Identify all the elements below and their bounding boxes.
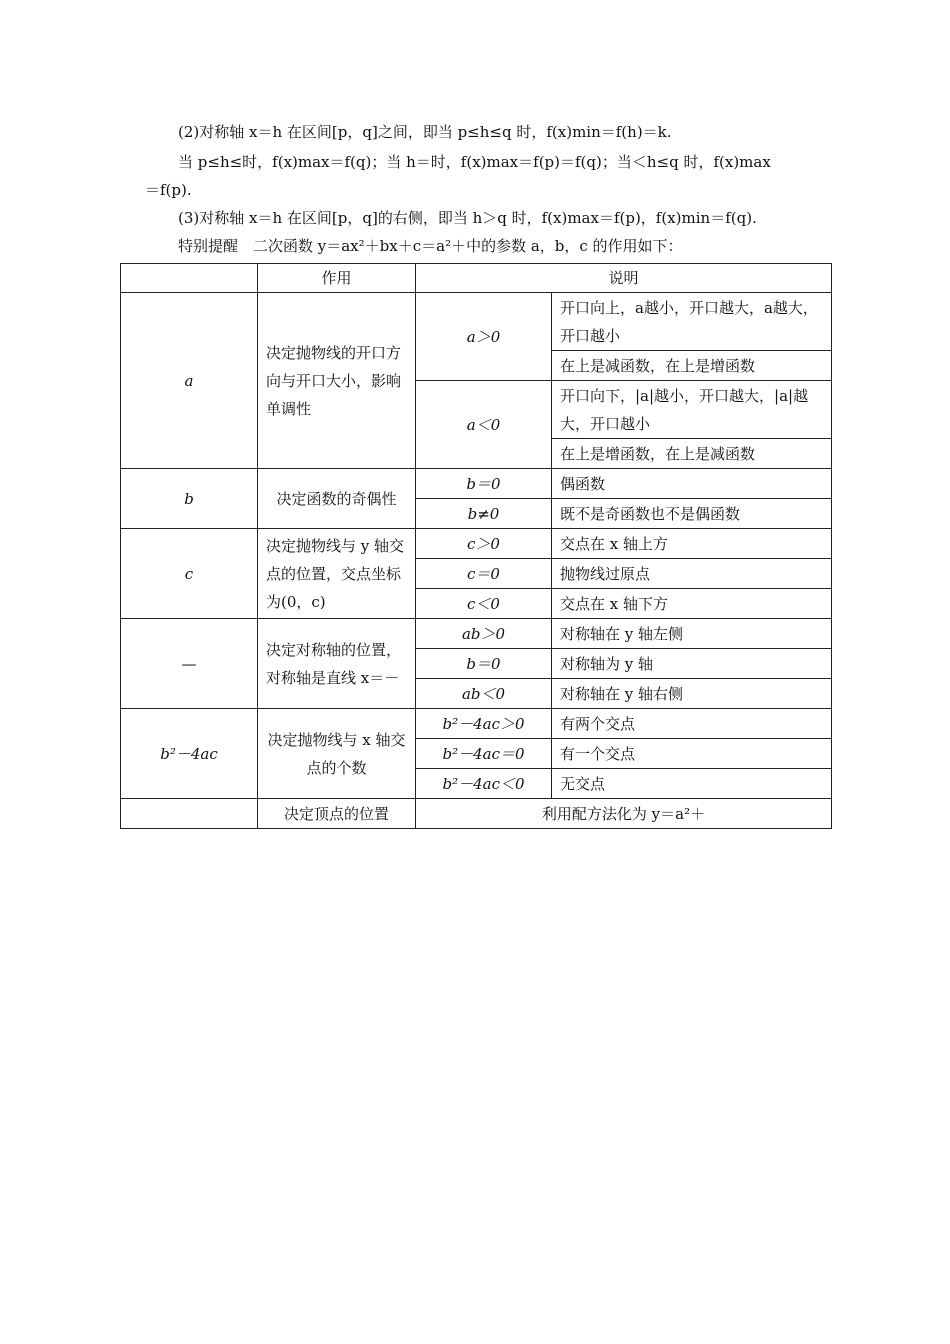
description-cell: 无交点 xyxy=(552,769,832,799)
condition-cell: b²－4ac＞0 xyxy=(416,709,552,739)
paragraph-case-2-detail-end: ＝f(p). xyxy=(145,181,192,199)
condition-cell: b＝0 xyxy=(416,649,552,679)
table-header-row xyxy=(121,264,832,293)
paragraph-case-2: (2)对称轴 x＝h 在区间[p，q]之间，即当 p≤h≤q 时，f(x)min＝f(h)＝k. xyxy=(178,123,672,141)
paragraph-case-2-detail: 当 p≤h≤时，f(x)max＝f(q)；当 h＝时，f(x)max＝f(p)＝f(q)；当＜h≤q 时，f(x)max xyxy=(178,153,771,171)
table-row xyxy=(121,529,832,559)
condition-cell: a＜0 xyxy=(416,381,552,469)
description-cell: 既不是奇函数也不是偶函数 xyxy=(552,499,832,529)
paragraph-special-note: 特别提醒 二次函数 y＝ax²＋bx＋c＝a²＋中的参数 a，b，c 的作用如下： xyxy=(178,237,683,255)
role-cell: 决定抛物线与 y 轴交点的位置，交点坐标为(0，c) xyxy=(258,529,416,619)
table-row xyxy=(121,469,832,499)
condition-cell: b≠0 xyxy=(416,499,552,529)
param-cell: a xyxy=(121,293,258,469)
table-row xyxy=(121,709,832,739)
role-cell: 决定抛物线的开口方向与开口大小，影响单调性 xyxy=(258,293,416,469)
description-cell: 开口向上，a越小，开口越大，a越大，开口越小 xyxy=(552,293,832,351)
header-description: 说明 xyxy=(416,264,832,293)
table-row xyxy=(121,619,832,649)
condition-cell: a＞0 xyxy=(416,293,552,381)
condition-cell: c＜0 xyxy=(416,589,552,619)
description-cell: 交点在 x 轴下方 xyxy=(552,589,832,619)
role-cell: 决定顶点的位置 xyxy=(258,799,416,829)
condition-cell: b²－4ac＝0 xyxy=(416,739,552,769)
description-cell: 利用配方法化为 y＝a²＋ xyxy=(416,799,832,829)
description-cell: 偶函数 xyxy=(552,469,832,499)
table-row xyxy=(121,799,832,829)
header-role: 作用 xyxy=(258,264,416,293)
role-cell: 决定抛物线与 x 轴交点的个数 xyxy=(258,709,416,799)
condition-cell: ab＞0 xyxy=(416,619,552,649)
description-cell: 对称轴为 y 轴 xyxy=(552,649,832,679)
description-cell: 抛物线过原点 xyxy=(552,559,832,589)
condition-cell: ab＜0 xyxy=(416,679,552,709)
description-cell: 交点在 x 轴上方 xyxy=(552,529,832,559)
param-cell: c xyxy=(121,529,258,619)
paragraph-case-3: (3)对称轴 x＝h 在区间[p，q]的右侧，即当 h＞q 时，f(x)max＝f(p)，f(x)min＝f(q). xyxy=(178,209,757,227)
description-cell: 有一个交点 xyxy=(552,739,832,769)
condition-cell: c＞0 xyxy=(416,529,552,559)
role-cell: 决定对称轴的位置，对称轴是直线 x＝－ xyxy=(258,619,416,709)
table-row xyxy=(121,293,832,351)
param-cell: b²－4ac xyxy=(121,709,258,799)
description-cell: 开口向下，|a|越小，开口越大，|a|越大，开口越小 xyxy=(552,381,832,439)
condition-cell: c＝0 xyxy=(416,559,552,589)
description-cell: 对称轴在 y 轴右侧 xyxy=(552,679,832,709)
description-cell: 对称轴在 y 轴左侧 xyxy=(552,619,832,649)
description-cell: 在上是增函数，在上是减函数 xyxy=(552,439,832,469)
param-cell: b xyxy=(121,469,258,529)
param-cell xyxy=(121,799,258,829)
header-param xyxy=(121,264,258,293)
condition-cell: b＝0 xyxy=(416,469,552,499)
param-cell: — xyxy=(121,619,258,709)
description-cell: 有两个交点 xyxy=(552,709,832,739)
description-cell: 在上是减函数，在上是增函数 xyxy=(552,351,832,381)
parameter-table xyxy=(120,263,832,829)
role-cell: 决定函数的奇偶性 xyxy=(258,469,416,529)
condition-cell: b²－4ac＜0 xyxy=(416,769,552,799)
